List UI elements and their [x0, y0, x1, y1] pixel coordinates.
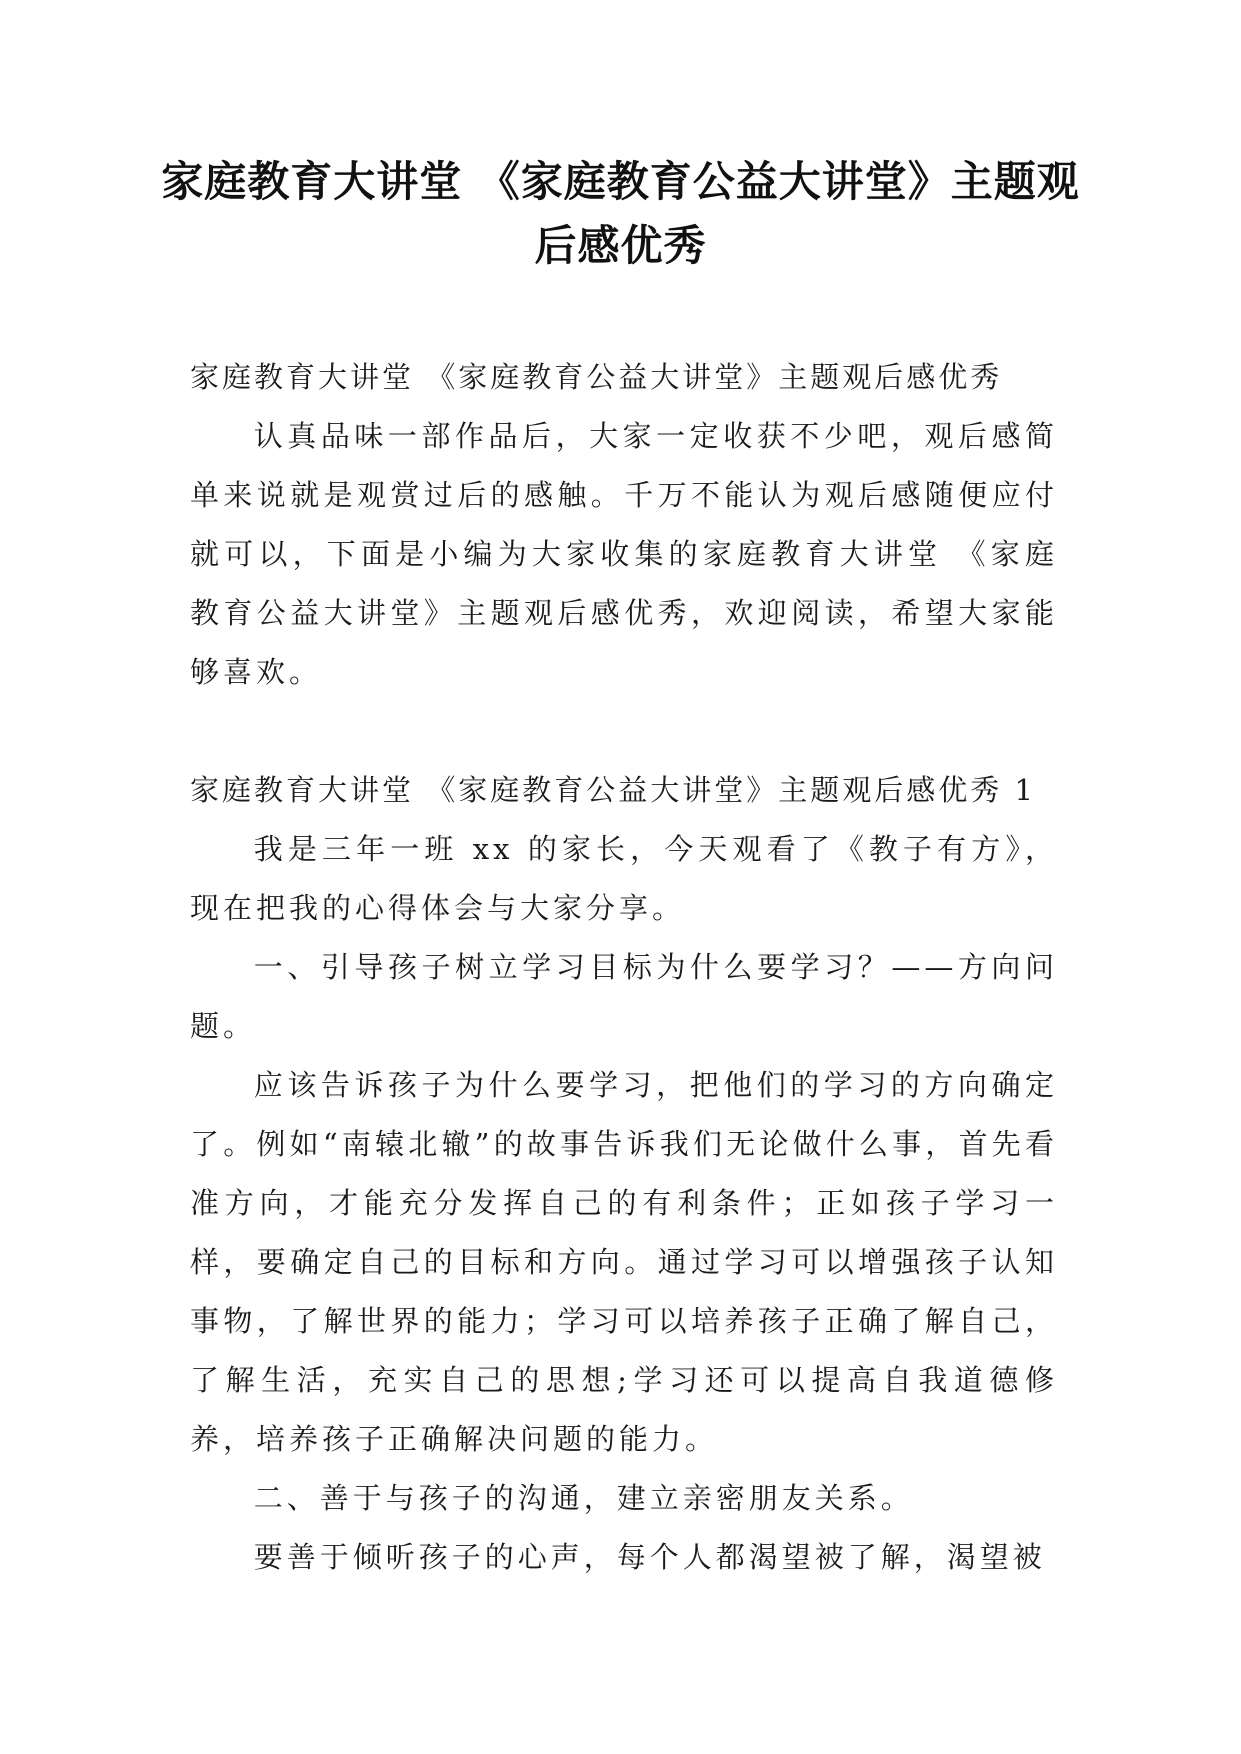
body-paragraph-5: 要善于倾听孩子的心声，每个人都渴望被了解，渴望被 [253, 1540, 1046, 1574]
document-subtitle: 家庭教育大讲堂 《家庭教育公益大讲堂》主题观后感优秀 [190, 360, 1003, 394]
body-paragraph-4: 二、善于与孩子的沟通，建立亲密朋友关系。 [253, 1481, 914, 1515]
paragraph-spacer [190, 702, 1058, 761]
section-heading: 家庭教育大讲堂 《家庭教育公益大讲堂》主题观后感优秀 1 [190, 773, 1036, 807]
body-paragraph-1: 我是三年一班 xx 的家长，今天观看了《教子有方》，现在把我的心得体会与大家分享。 [190, 832, 1058, 925]
document-body [190, 348, 1058, 1587]
body-paragraph-3: 应该告诉孩子为什么要学习，把他们的学习的方向确定了。例如“南辕北辙”的故事告诉我们无论做什么事，首先看准方向，才能充分发挥自己的有利条件；正如孩子学习一样，要确定自己的目标和方向。通过学习可以增强孩子认知事物，了解世界的能力；学习可以培养孩子正确了解自己，了解生活，充实自己的思想;学习还可以提高自我道德修养，培养孩子正确解决问题的能力。 [190, 1068, 1058, 1456]
intro-paragraph: 认真品味一部作品后，大家一定收获不少吧，观后感简单来说就是观赏过后的感触。千万不能认为观后感随便应付就可以，下面是小编为大家收集的家庭教育大讲堂 《家庭教育公益大讲堂》主题观后感优秀，欢迎阅读，希望大家能够喜欢。 [190, 419, 1058, 689]
body-paragraph-2: 一、引导孩子树立学习目标为什么要学习？——方向问题。 [190, 950, 1058, 1043]
document-title: 家庭教育大讲堂 《家庭教育公益大讲堂》主题观后感优秀 [161, 157, 1080, 270]
